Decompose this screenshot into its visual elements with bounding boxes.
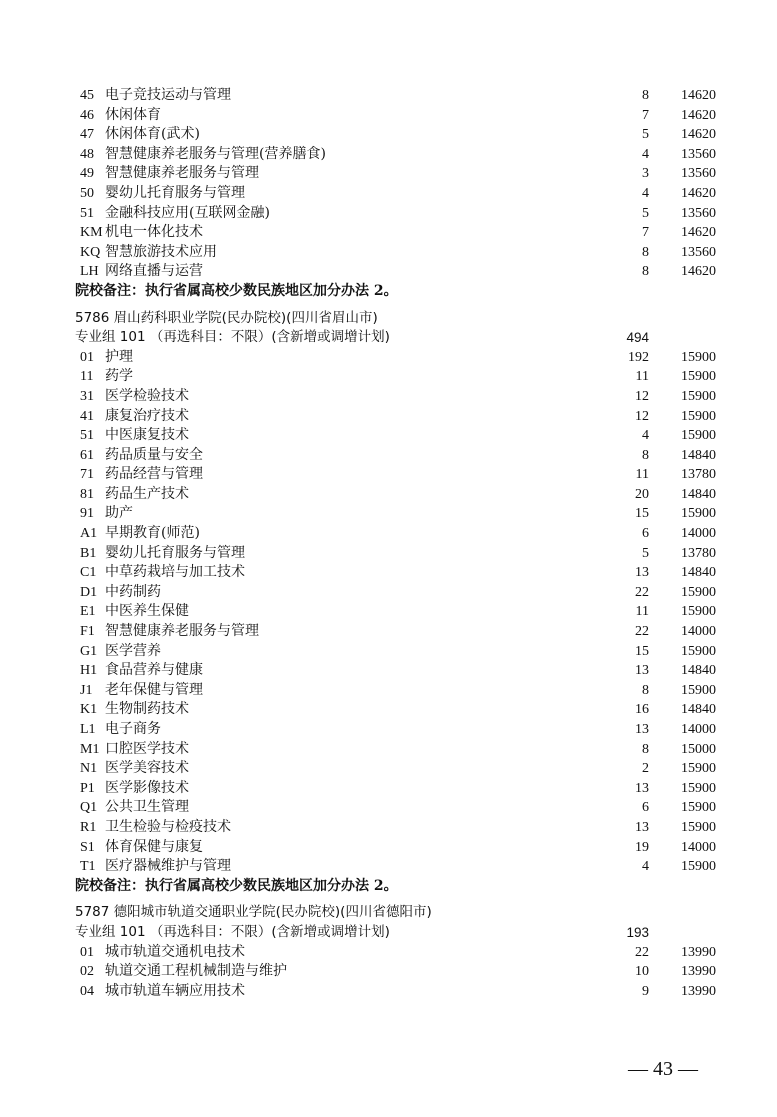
major-name: 电子商务: [105, 721, 161, 737]
major-fee: 15900: [681, 761, 716, 777]
table-row: [75, 740, 720, 760]
major-code: KM: [80, 225, 103, 241]
major-name: 中医养生保健: [105, 603, 189, 620]
major-count: 13: [635, 819, 649, 835]
major-count: 22: [635, 944, 649, 960]
major-name: 城市轨道交通机电技术: [105, 943, 245, 960]
table-row: [75, 262, 720, 282]
major-count: 5: [642, 545, 649, 561]
major-fee: 15900: [681, 369, 716, 385]
major-code: 71: [80, 467, 94, 483]
major-code: J1: [80, 682, 93, 698]
major-fee: 15900: [681, 584, 716, 600]
major-code: H1: [80, 663, 98, 679]
major-name: 城市轨道车辆应用技术: [105, 982, 245, 999]
major-code: 11: [80, 369, 94, 385]
major-count: 8: [642, 682, 649, 698]
major-code: KQ: [80, 244, 101, 260]
major-code: 49: [80, 166, 94, 182]
major-name: 药品生产技术: [105, 485, 189, 502]
major-code: S1: [80, 839, 95, 855]
major-code: 04: [80, 983, 94, 999]
major-count: 7: [642, 107, 649, 123]
major-count: 5: [642, 127, 649, 143]
major-fee: 13990: [681, 964, 716, 980]
major-count: 13: [635, 663, 649, 679]
major-code: 46: [80, 107, 94, 123]
major-code: C1: [80, 565, 97, 581]
major-count: 22: [635, 624, 649, 640]
table-row: [75, 164, 720, 184]
major-fee: 15900: [681, 506, 716, 522]
major-count: 22: [635, 584, 649, 600]
major-name: 药学: [105, 368, 133, 385]
major-count: 20: [635, 486, 649, 502]
table-row: [75, 818, 720, 838]
major-fee: 15900: [681, 349, 716, 365]
major-code: L1: [80, 722, 96, 737]
major-fee: 15900: [681, 682, 716, 698]
major-name: 医学营养: [105, 642, 161, 659]
major-count: 4: [642, 859, 649, 875]
table-row: [75, 681, 720, 701]
group-label: 专业组 101 （再选科目：不限）(含新增或调增计划): [75, 329, 390, 346]
major-name: 助产: [105, 505, 133, 522]
major-code: R1: [80, 819, 97, 835]
major-count: 12: [635, 388, 649, 404]
major-count: 9: [642, 983, 649, 999]
major-name: 金融科技应用(互联网金融): [105, 204, 270, 221]
table-row: [75, 204, 720, 224]
table-row: [75, 426, 720, 446]
major-fee: 15000: [681, 741, 716, 757]
major-count: 7: [642, 225, 649, 241]
major-count: 8: [642, 88, 649, 103]
table-row: [75, 243, 720, 263]
major-count: 3: [642, 166, 649, 182]
major-fee: 13990: [681, 944, 716, 960]
table-row: [75, 86, 720, 106]
table-row: [75, 602, 720, 622]
table-row: [75, 387, 720, 407]
major-count: 5: [642, 205, 649, 221]
table-row: [75, 485, 720, 505]
major-fee: 14620: [681, 185, 716, 201]
major-fee: 15900: [681, 819, 716, 835]
major-fee: 14000: [681, 839, 716, 855]
major-code: 31: [80, 388, 94, 404]
major-fee: 13990: [681, 983, 716, 999]
major-name: 早期教育(师范): [105, 525, 200, 542]
major-fee: 15900: [681, 800, 716, 816]
major-fee: 13560: [681, 146, 716, 162]
major-fee: 15900: [681, 408, 716, 424]
table-row: [75, 622, 720, 642]
major-code: 02: [80, 964, 94, 980]
major-count: 8: [642, 264, 649, 280]
major-fee: 13560: [681, 244, 716, 260]
table-row: [75, 544, 720, 564]
table-row: [75, 145, 720, 165]
major-count: 11: [635, 467, 649, 483]
major-fee: 15900: [681, 428, 716, 444]
major-name: 中药制药: [105, 583, 161, 600]
major-code: Q1: [80, 800, 98, 816]
major-name: 轨道交通工程机械制造与维护: [105, 963, 287, 980]
major-count: 4: [642, 428, 649, 444]
table-row: [75, 759, 720, 779]
group-label: 专业组 101 （再选科目：不限）(含新增或调增计划): [75, 923, 390, 940]
major-fee: 13780: [681, 545, 716, 561]
table-row: [75, 184, 720, 204]
major-fee: 14620: [681, 88, 716, 103]
major-count: 2: [642, 761, 649, 777]
major-group-header: [75, 328, 720, 348]
major-count: 4: [642, 185, 649, 201]
major-name: 智慧健康养老服务与管理: [105, 623, 259, 640]
major-count: 10: [635, 964, 649, 980]
major-code: 51: [80, 205, 94, 221]
school-remark: 院校备注：执行省属高校少数民族地区加分办法 2。: [75, 282, 398, 299]
major-code: 41: [80, 408, 94, 424]
major-name: 婴幼儿托育服务与管理: [105, 184, 245, 201]
major-code: 48: [80, 146, 94, 162]
table-row: [75, 446, 720, 466]
major-count: 16: [635, 702, 649, 718]
major-name: 体育保健与康复: [105, 838, 203, 855]
major-code: 01: [80, 349, 94, 365]
major-name: 口腔医学技术: [105, 740, 189, 757]
major-name: 护理: [105, 348, 133, 365]
table-row: [75, 700, 720, 720]
major-name: 药品经营与管理: [105, 466, 203, 483]
major-name: 智慧健康养老服务与管理(营养膳食): [105, 145, 326, 162]
major-fee: 14000: [681, 624, 716, 640]
major-name: 公共卫生管理: [105, 799, 189, 816]
major-fee: 15900: [681, 643, 716, 659]
school-header: 5787 德阳城市轨道交通职业学院(民办院校)(四川省德阳市): [75, 904, 432, 921]
page-number: — 43 —: [628, 1058, 698, 1080]
major-count: 11: [635, 369, 649, 385]
group-count: 494: [626, 330, 649, 346]
table-row: [75, 798, 720, 818]
major-fee: 15900: [681, 604, 716, 620]
table-row: [75, 223, 720, 243]
major-fee: 14840: [681, 702, 716, 718]
major-count: 19: [635, 839, 649, 855]
major-count: 8: [642, 741, 649, 757]
major-fee: 14840: [681, 486, 716, 502]
table-row: [75, 838, 720, 858]
major-name: 医学检验技术: [105, 387, 189, 404]
major-name: 卫生检验与检疫技术: [105, 818, 231, 835]
table-row: [75, 857, 720, 877]
major-name: 休闲体育(武术): [105, 126, 200, 143]
major-name: 网络直播与运营: [105, 263, 203, 280]
major-count: 12: [635, 408, 649, 424]
major-fee: 15900: [681, 388, 716, 404]
major-fee: 14620: [681, 127, 716, 143]
major-name: 药品质量与安全: [105, 446, 203, 463]
major-count: 13: [635, 780, 649, 796]
major-code: 01: [80, 944, 94, 960]
major-fee: 14620: [681, 264, 716, 280]
table-row: [75, 720, 720, 740]
major-code: T1: [80, 859, 96, 875]
major-fee: 14840: [681, 663, 716, 679]
major-name: 中草药栽培与加工技术: [105, 564, 245, 581]
major-name: 生物制药技术: [105, 701, 189, 718]
table-row: [75, 504, 720, 524]
major-code: G1: [80, 643, 98, 659]
major-fee: 14620: [681, 107, 716, 123]
major-name: 康复治疗技术: [105, 407, 189, 424]
major-fee: 13560: [681, 166, 716, 182]
admission-plan-list: [75, 86, 720, 1001]
major-count: 4: [642, 146, 649, 162]
major-code: 91: [80, 506, 94, 522]
major-code: B1: [80, 545, 97, 561]
table-row: [75, 583, 720, 603]
major-fee: 13780: [681, 467, 716, 483]
major-name: 医学美容技术: [105, 760, 189, 777]
major-code: 51: [80, 428, 94, 444]
school-remark: 院校备注：执行省属高校少数民族地区加分办法 2。: [75, 877, 398, 894]
table-row: [75, 779, 720, 799]
table-row: [75, 106, 720, 126]
major-count: 11: [635, 604, 649, 620]
group-count: 193: [626, 924, 649, 940]
table-row: [75, 962, 720, 982]
major-fee: 14840: [681, 565, 716, 581]
major-code: 47: [80, 127, 94, 143]
table-row: [75, 661, 720, 681]
major-count: 6: [642, 526, 649, 542]
major-code: 61: [80, 447, 94, 463]
major-code: D1: [80, 584, 98, 600]
major-name: 休闲体育: [105, 106, 161, 123]
major-code: 50: [80, 185, 94, 201]
major-code: 81: [80, 486, 94, 502]
table-row: [75, 465, 720, 485]
table-row: [75, 367, 720, 387]
major-count: 8: [642, 447, 649, 463]
major-fee: 14620: [681, 225, 716, 241]
table-row: [75, 982, 720, 1002]
major-count: 13: [635, 565, 649, 581]
major-fee: 13560: [681, 205, 716, 221]
major-name: 智慧健康养老服务与管理: [105, 165, 259, 182]
major-fee: 14000: [681, 526, 716, 542]
major-name: 老年保健与管理: [105, 681, 203, 698]
major-code: F1: [80, 624, 95, 640]
major-name: 电子竞技运动与管理: [105, 87, 231, 103]
major-name: 中医康复技术: [105, 427, 189, 444]
major-name: 机电一体化技术: [105, 224, 203, 241]
major-fee: 14840: [681, 447, 716, 463]
school-header: 5786 眉山药科职业学院(民办院校)(四川省眉山市): [75, 309, 378, 326]
major-fee: 15900: [681, 780, 716, 796]
table-row: [75, 524, 720, 544]
major-code: P1: [80, 780, 95, 796]
major-name: 医学影像技术: [105, 779, 189, 796]
major-name: 医疗器械维护与管理: [105, 858, 231, 875]
major-code: K1: [80, 702, 98, 718]
major-name: 食品营养与健康: [105, 662, 203, 679]
table-row: [75, 407, 720, 427]
major-name: 智慧旅游技术应用: [105, 243, 217, 260]
major-code: 45: [80, 88, 94, 103]
major-count: 13: [635, 722, 649, 737]
major-fee: 15900: [681, 859, 716, 875]
major-count: 15: [635, 506, 649, 522]
table-row: [75, 563, 720, 583]
major-count: 192: [628, 349, 649, 365]
major-code: N1: [80, 761, 98, 777]
table-row: [75, 642, 720, 662]
major-group-header: [75, 923, 720, 943]
major-name: 婴幼儿托育服务与管理: [105, 544, 245, 561]
major-count: 15: [635, 643, 649, 659]
major-count: 6: [642, 800, 649, 816]
table-row: [75, 348, 720, 368]
table-row: [75, 943, 720, 963]
major-code: E1: [80, 604, 96, 620]
major-code: LH: [80, 264, 99, 280]
major-code: M1: [80, 741, 100, 757]
table-row: [75, 125, 720, 145]
major-fee: 14000: [681, 722, 716, 737]
major-count: 8: [642, 244, 649, 260]
major-code: A1: [80, 526, 98, 542]
